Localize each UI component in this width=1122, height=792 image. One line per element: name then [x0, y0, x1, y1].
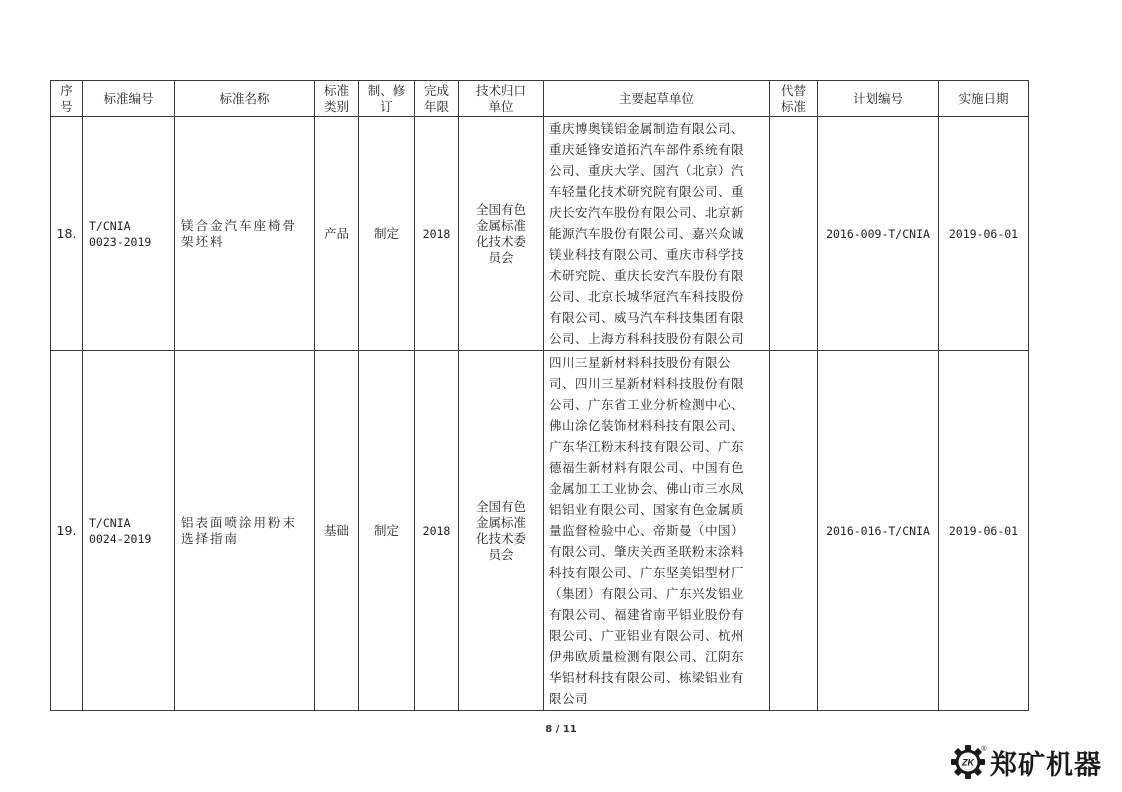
row-index: 18. — [51, 117, 83, 351]
header-drafting-units: 主要起草单位 — [544, 81, 770, 117]
drafting-units: 四川三星新材料科技股份有限公 司、四川三星新材料科技股份有限 公司、广东省工业分析检测中心、 佛山涂亿装饰材料科技有限公司、 广东华江粉末科技有限公司、广东 德福生新材料有限公司、中国有色 金属加工工业协会、佛山市三水凤 铝铝业有限公司、国家有色金属质 量监督检验中心、帝斯曼（中国） 有限公司、肇庆关西圣联粉末涂料 科技有限公司、广东坚美铝型材厂 （集团）有限公司、广东兴发铝业 有限公司、福建省南平铝业股份有 限公司、广亚铝业有限公司、杭州 伊弗欧质量检测有限公司、江阴东 华铝材科技有限公司、栋梁铝业有 限公司 — [544, 351, 770, 711]
standard-name: 铝表面喷涂用粉末 选择指南 — [175, 351, 315, 711]
standard-code: T/CNIA 0023-2019 — [83, 117, 175, 351]
header-replaces: 代替 标准 — [770, 81, 818, 117]
table-row — [51, 351, 1029, 711]
header-revision: 制、修 订 — [359, 81, 415, 117]
table-row — [51, 117, 1029, 351]
completion-year: 2018 — [415, 117, 459, 351]
header-completion-year: 完成 年限 — [415, 81, 459, 117]
logo-text: ZK — [962, 757, 974, 768]
standards-table — [50, 80, 1029, 711]
technical-unit: 全国有色 金属标准 化技术委 员会 — [459, 117, 544, 351]
header-plan-number: 计划编号 — [818, 81, 939, 117]
replaces-standard — [770, 117, 818, 351]
completion-year: 2018 — [415, 351, 459, 711]
technical-unit: 全国有色 金属标准 化技术委 员会 — [459, 351, 544, 711]
plan-number: 2016-009-T/CNIA — [818, 117, 939, 351]
gear-logo-icon — [948, 742, 988, 782]
standard-category: 产品 — [315, 117, 359, 351]
table-header-row — [51, 81, 1029, 117]
revision-type: 制定 — [359, 351, 415, 711]
replaces-standard — [770, 351, 818, 711]
page-number: 8 / 11 — [545, 724, 577, 735]
plan-number: 2016-016-T/CNIA — [818, 351, 939, 711]
header-technical-unit: 技术归口 单位 — [459, 81, 544, 117]
standard-code: T/CNIA 0024-2019 — [83, 351, 175, 711]
standard-name: 镁合金汽车座椅骨 架坯料 — [175, 117, 315, 351]
revision-type: 制定 — [359, 117, 415, 351]
registered-mark: ® — [981, 746, 987, 753]
effective-date: 2019-06-01 — [939, 117, 1029, 351]
header-standard-code: 标准编号 — [83, 81, 175, 117]
brand-name: 郑矿机器 — [990, 749, 1102, 781]
standard-category: 基础 — [315, 351, 359, 711]
watermark-logo — [948, 742, 1102, 782]
drafting-units: 重庆博奥镁铝金属制造有限公司、 重庆延锋安道拓汽车部件系统有限 公司、重庆大学、国汽（北京）汽 车轻量化技术研究院有限公司、重 庆长安汽车股份有限公司、北京新 能源汽车股份有限公司、嘉兴众诚 镁业科技有限公司、重庆市科学技 术研究院、重庆长安汽车股份有限 公司、北京长城华冠汽车科技股份 有限公司、威马汽车科技集团有限 公司、上海方科科技股份有限公司 — [544, 117, 770, 351]
header-effective-date: 实施日期 — [939, 81, 1029, 117]
header-standard-name: 标准名称 — [175, 81, 315, 117]
effective-date: 2019-06-01 — [939, 351, 1029, 711]
row-index: 19. — [51, 351, 83, 711]
header-category: 标准 类别 — [315, 81, 359, 117]
header-index: 序 号 — [51, 81, 83, 117]
